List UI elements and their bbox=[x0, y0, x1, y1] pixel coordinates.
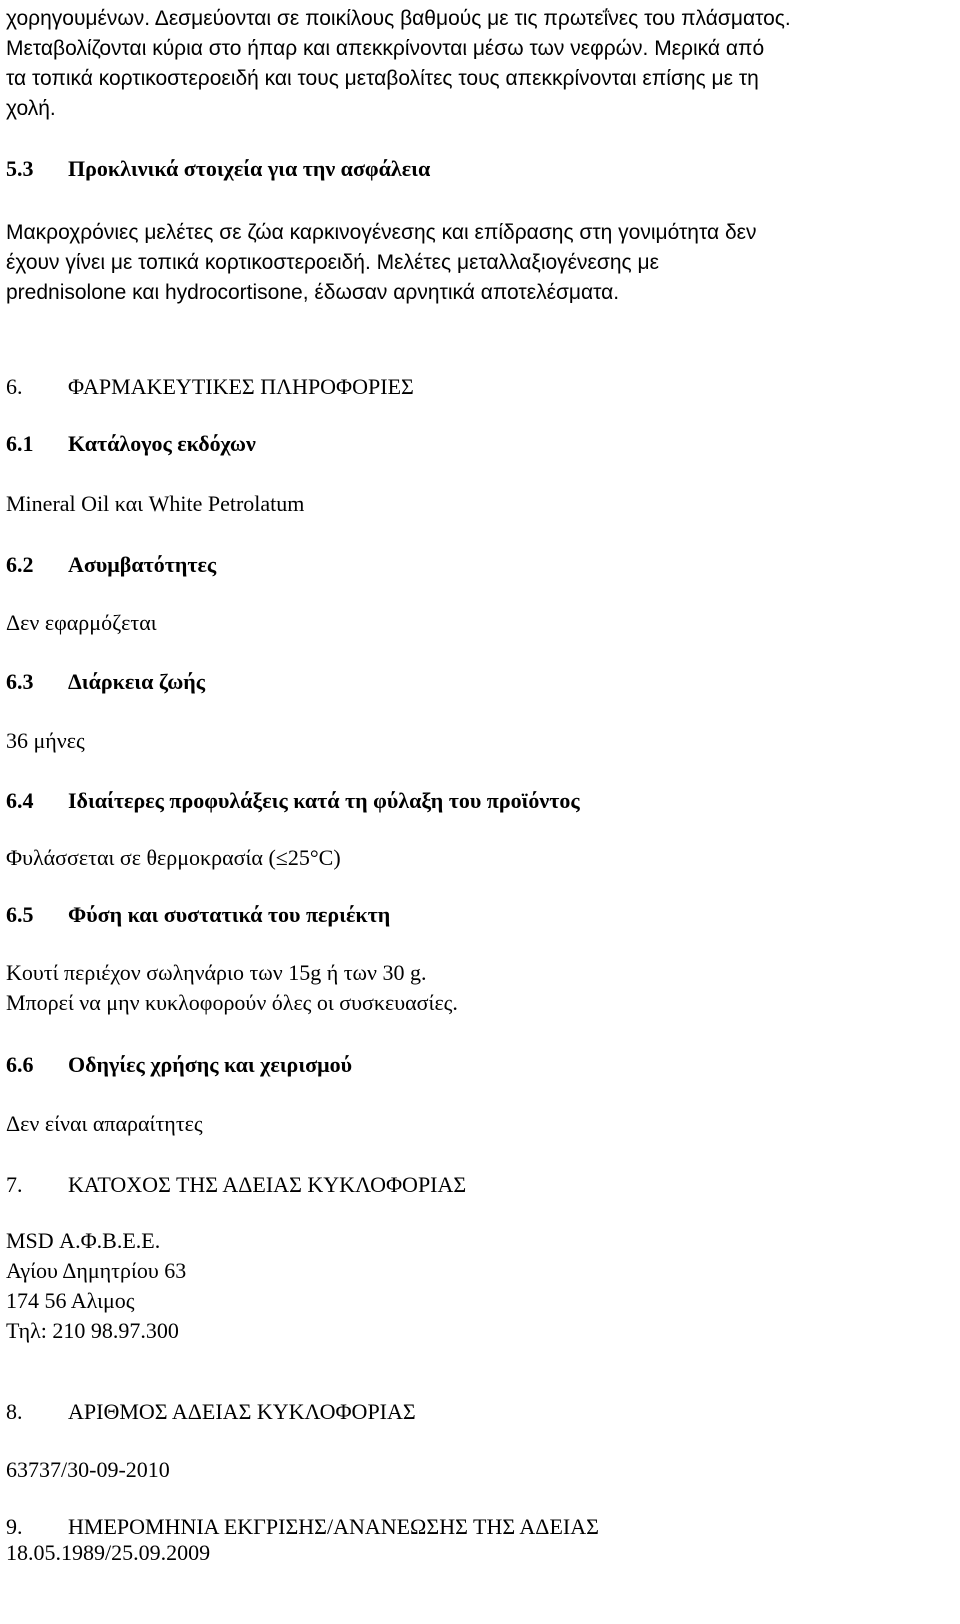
section-6-4-body bbox=[6, 843, 946, 873]
text-line: 36 μήνες bbox=[6, 728, 85, 753]
section-title: ΦΑΡΜΑΚΕΥΤΙΚΕΣ ΠΛΗΡΟΦΟΡΙΕΣ bbox=[68, 374, 414, 399]
section-6-3 bbox=[6, 667, 946, 697]
section-title: Φύση και συστατικά του περιέκτη bbox=[68, 902, 391, 927]
section-title: ΚΑΤΟΧΟΣ ΤΗΣ ΑΔΕΙΑΣ ΚΥΚΛΟΦΟΡΙΑΣ bbox=[68, 1172, 467, 1197]
text-line: τα τοπικά κορτικοστεροειδή και τους μεταβολίτες τους απεκκρίνονται επίσης με τη bbox=[6, 67, 759, 90]
section-number: 8. bbox=[6, 1399, 23, 1424]
section-5-3 bbox=[6, 154, 946, 184]
section-number: 7. bbox=[6, 1172, 23, 1197]
section-6-5 bbox=[6, 900, 946, 930]
section-title: Προκλινικά στοιχεία για την ασφάλεια bbox=[68, 156, 431, 181]
section-heading bbox=[6, 1170, 946, 1200]
section-number: 6. bbox=[6, 374, 23, 399]
text-line: MSD Α.Φ.Β.Ε.Ε. bbox=[6, 1228, 161, 1253]
section-heading bbox=[6, 429, 946, 459]
text-line: έχουν γίνει με τοπικά κορτικοστεροειδή. Μελέτες μεταλλαξιογένεσης με bbox=[6, 251, 659, 274]
text-line: 174 56 Αλιμος bbox=[6, 1288, 135, 1313]
section-6 bbox=[6, 372, 946, 402]
text-line: prednisolone και hydrocortisone, έδωσαν αρνητικά αποτελέσματα. bbox=[6, 281, 620, 304]
section-7 bbox=[6, 1170, 946, 1200]
section-8-body bbox=[6, 1455, 946, 1485]
section-heading bbox=[6, 1050, 946, 1080]
text-line: 63737/30-09-2010 bbox=[6, 1457, 170, 1482]
section-8 bbox=[6, 1397, 946, 1427]
section-6-3-body bbox=[6, 726, 946, 756]
section-number: 6.4 bbox=[6, 788, 34, 813]
text-line: Κουτί περιέχον σωληνάριο των 15g ή των 30 g. bbox=[6, 960, 427, 985]
text-line: Αγίου Δημητρίου 63 bbox=[6, 1258, 187, 1283]
section-6-2 bbox=[6, 550, 946, 580]
section-number: 6.2 bbox=[6, 552, 34, 577]
text-line: χορηγουμένων. Δεσμεύονται σε ποικίλους βαθμούς με τις πρωτεΐνες του πλάσματος. bbox=[6, 7, 791, 30]
text-line: Τηλ: 210 98.97.300 bbox=[6, 1318, 179, 1343]
text-line: χολή. bbox=[6, 97, 56, 120]
section-title: Κατάλογος εκδόχων bbox=[68, 431, 256, 456]
intro-paragraph bbox=[6, 4, 946, 124]
section-title: Ασυμβατότητες bbox=[68, 552, 217, 577]
section-6-1-body bbox=[6, 489, 946, 519]
section-5-3-body bbox=[6, 218, 946, 308]
section-number: 6.5 bbox=[6, 902, 34, 927]
text-line: Μακροχρόνιες μελέτες σε ζώα καρκινογένεσης και επίδρασης στη γονιμότητα δεν bbox=[6, 221, 757, 244]
section-title: Διάρκεια ζωής bbox=[68, 669, 206, 694]
section-number: 9. bbox=[6, 1514, 23, 1539]
section-6-4 bbox=[6, 786, 946, 816]
section-6-2-body bbox=[6, 608, 946, 638]
text-line: Μπορεί να μην κυκλοφορούν όλες οι συσκευασίες. bbox=[6, 990, 458, 1015]
text-line: Μεταβολίζονται κύρια στο ήπαρ και απεκκρίνονται μέσω των νεφρών. Μερικά από bbox=[6, 37, 765, 60]
section-heading bbox=[6, 550, 946, 580]
text-line: Δεν είναι απαραίτητες bbox=[6, 1111, 203, 1136]
text-line: 18.05.1989/25.09.2009 bbox=[6, 1540, 211, 1565]
section-number: 6.1 bbox=[6, 431, 34, 456]
section-number: 6.3 bbox=[6, 669, 34, 694]
section-heading bbox=[6, 1397, 946, 1427]
section-heading bbox=[6, 900, 946, 930]
section-heading bbox=[6, 667, 946, 697]
text-line: Δεν εφαρμόζεται bbox=[6, 610, 157, 635]
text-line: Mineral Oil και White Petrolatum bbox=[6, 491, 305, 516]
section-number: 5.3 bbox=[6, 156, 34, 181]
section-number: 6.6 bbox=[6, 1052, 34, 1077]
section-6-6-body bbox=[6, 1109, 946, 1139]
section-heading bbox=[6, 154, 946, 184]
section-heading bbox=[6, 372, 946, 402]
section-6-6 bbox=[6, 1050, 946, 1080]
section-title: Ιδιαίτερες προφυλάξεις κατά τη φύλαξη του προϊόντος bbox=[68, 788, 580, 813]
section-9-body bbox=[6, 1538, 946, 1568]
section-6-1 bbox=[6, 429, 946, 459]
section-6-5-body bbox=[6, 958, 946, 1018]
text-line: Φυλάσσεται σε θερμοκρασία (≤25°C) bbox=[6, 845, 341, 870]
section-title: ΗΜΕΡΟΜΗΝΙΑ ΕΚΓΡΙΣΗΣ/ΑΝΑΝΕΩΣΗΣ ΤΗΣ ΑΔΕΙΑΣ bbox=[68, 1514, 599, 1539]
section-title: ΑΡΙΘΜΟΣ ΑΔΕΙΑΣ ΚΥΚΛΟΦΟΡΙΑΣ bbox=[68, 1399, 416, 1424]
section-title: Οδηγίες χρήσης και χειρισμού bbox=[68, 1052, 353, 1077]
section-7-body bbox=[6, 1226, 946, 1346]
section-heading bbox=[6, 786, 946, 816]
